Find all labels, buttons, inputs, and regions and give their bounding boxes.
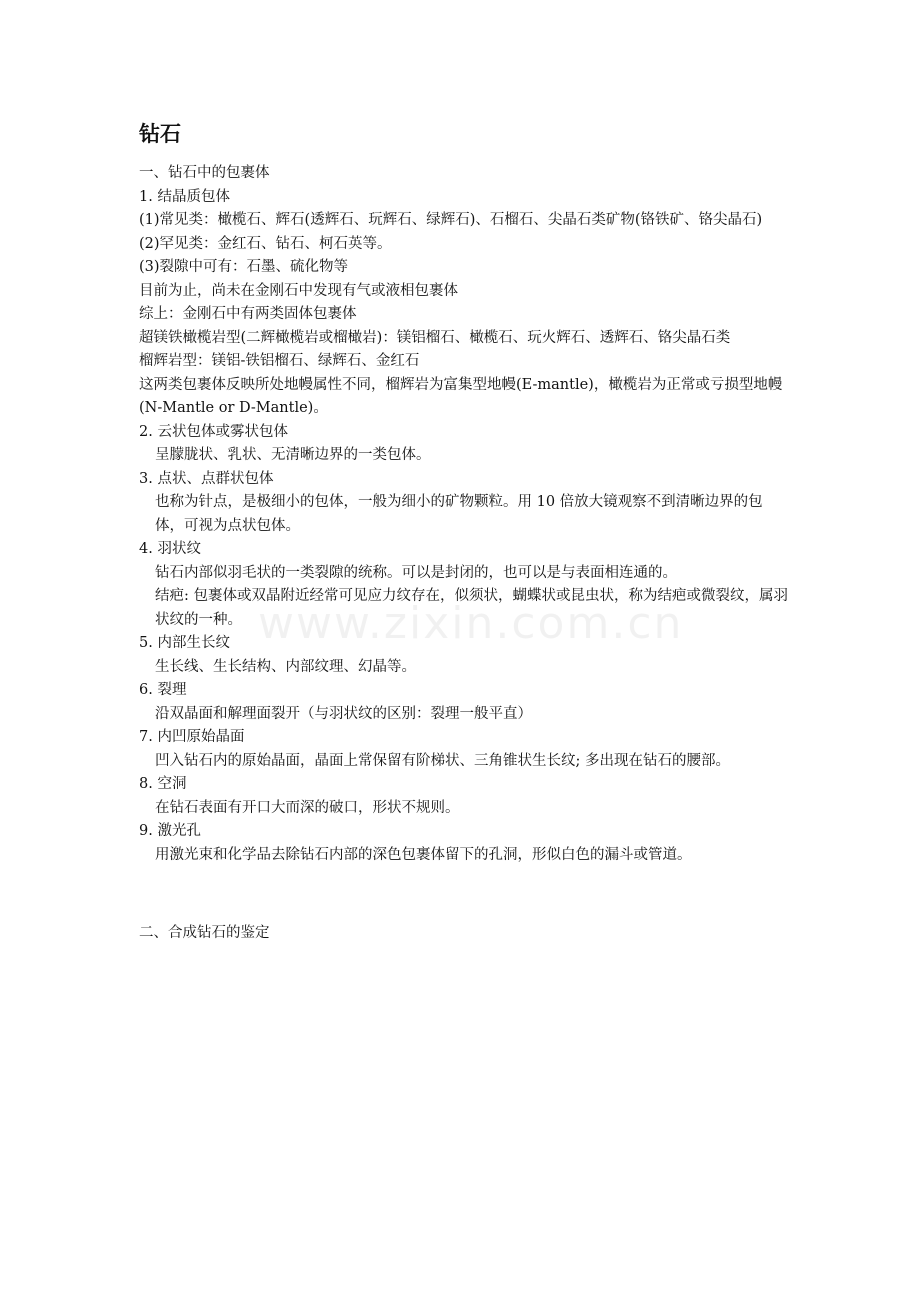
section-line: 1. 结晶质包体 xyxy=(139,188,230,205)
document-page xyxy=(139,120,789,946)
paragraph-text: 用激光束和化学品去除钻石内部的深色包裹体留下的孔洞，形似白色的漏斗或管道。 xyxy=(155,846,692,863)
section-line: (3)裂隙中可有：石墨、硫化物等 xyxy=(139,259,349,275)
section-line: 榴辉岩型：镁铝-铁铝榴石、绿辉石、金红石 xyxy=(139,353,420,369)
document-body xyxy=(139,162,789,946)
paragraph-text: 凹入钻石内的原始晶面，晶面上常保留有阶梯状、三角锥状生长纹; 多出现在钻石的腰部。 xyxy=(155,752,730,769)
paragraph-text: 钻石内部似羽毛状的一类裂隙的统称。可以是封闭的，也可以是与表面相连通的。 xyxy=(155,564,677,581)
section-line: 综上：金刚石中有两类固体包裹体 xyxy=(139,306,357,322)
paragraph-text: 结疤: 包裹体或双晶附近经常可见应力纹存在，似须状，蝴蝶状或昆虫状，称为结疤或微裂纹，属羽状纹的一种。 xyxy=(155,588,788,628)
section-line: 8. 空洞 xyxy=(139,776,187,792)
section-line: 4. 羽状纹 xyxy=(139,541,201,557)
section-line: (2)罕见类：金红石、钻石、柯石英等。 xyxy=(139,235,392,252)
section-line: 二、合成钻石的鉴定 xyxy=(139,925,270,941)
paragraph-text: 呈朦胧状、乳状、无清晰边界的一类包体。 xyxy=(155,447,431,463)
section-line: 这两类包裹体反映所处地幔属性不同，榴辉岩为富集型地幔(E-mantle)，橄榄岩为正常或亏损型地幔(N-Mantle or D-Mantle)。 xyxy=(139,376,783,416)
watermark: www.zixin.com.cn xyxy=(258,598,684,649)
paragraph-text: 沿双晶面和解理面裂开（与羽状纹的区别：裂理一般平直） xyxy=(155,705,532,722)
paragraph-text: 在钻石表面有开口大而深的破口，形状不规则。 xyxy=(155,799,460,816)
paragraph-text: 生长线、生长结构、内部纹理、幻晶等。 xyxy=(155,658,416,675)
section-line: 一、钻石中的包裹体 xyxy=(139,165,270,181)
section-line: 2. 云状包体或雾状包体 xyxy=(139,423,288,440)
blank-line xyxy=(139,883,789,906)
section-line: 目前为止，尚未在金刚石中发现有气或液相包裹体 xyxy=(139,282,458,299)
section-line: 3. 点状、点群状包体 xyxy=(139,470,274,487)
paragraph-text: 也称为针点，是极细小的包体，一般为细小的矿物颗粒。用 10 倍放大镜观察不到清晰边界的包体，可视为点状包体。 xyxy=(155,494,763,534)
section-line: 7. 内凹原始晶面 xyxy=(139,729,245,745)
section-line: 5. 内部生长纹 xyxy=(139,635,230,651)
section-line: 6. 裂理 xyxy=(139,682,187,698)
section-line: (1)常见类：橄榄石、辉石(透辉石、玩辉石、绿辉石)、石榴石、尖晶石类矿物(铬铁矿、铬尖晶石) xyxy=(139,212,763,228)
document-title: 钻石 xyxy=(139,121,181,146)
section-line: 9. 激光孔 xyxy=(139,823,201,839)
section-line: 超镁铁橄榄岩型(二辉橄榄岩或榴橄岩)：镁铝榴石、橄榄石、玩火辉石、透辉石、铬尖晶石类 xyxy=(139,329,731,346)
